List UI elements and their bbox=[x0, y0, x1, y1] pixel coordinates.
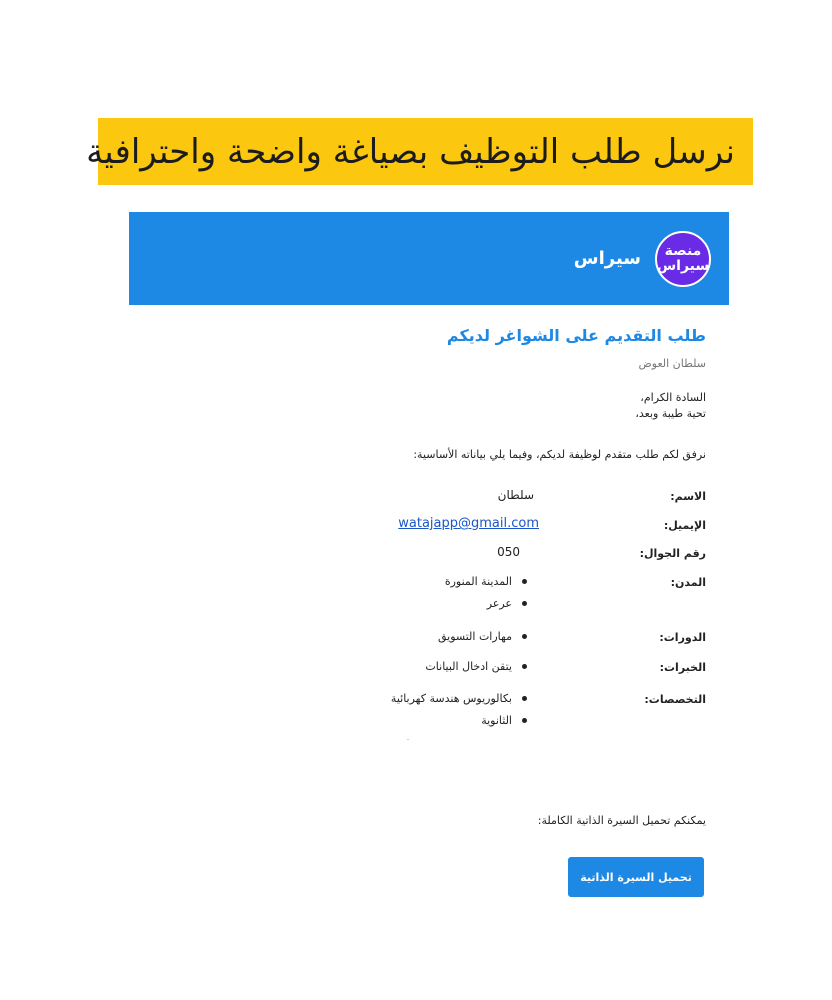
cv-note: يمكنكم تحميل السيرة الذاتية الكاملة: bbox=[537, 814, 706, 827]
email-header bbox=[129, 212, 729, 305]
email-link[interactable]: watajapp@gmail.com bbox=[398, 516, 539, 531]
sender-name: سلطان العوض bbox=[638, 357, 706, 370]
cities-label: المدن: bbox=[670, 576, 706, 589]
experience-label: الخبرات: bbox=[659, 661, 706, 674]
greeting bbox=[635, 390, 706, 422]
specialties-label: التخصصات: bbox=[644, 693, 706, 706]
courses-label: الدورات: bbox=[659, 631, 706, 644]
list-item bbox=[391, 692, 527, 705]
experience-1: يتقن ادخال البيانات bbox=[425, 660, 512, 673]
logo-line-1: منصة bbox=[664, 242, 702, 259]
name-label: الاسم: bbox=[670, 490, 706, 503]
specialty-2: الثانوية bbox=[481, 714, 512, 727]
city-2: عرعر bbox=[486, 597, 512, 610]
greeting-line-1: السادة الكرام، bbox=[640, 391, 706, 404]
brand-logo-icon bbox=[655, 231, 711, 287]
bullet-icon bbox=[522, 696, 527, 701]
logo-line-2: سيراس bbox=[656, 257, 710, 274]
intro-text: نرفق لكم طلب متقدم لوظيفة لديكم، وفيما يلي بياناته الأساسية: bbox=[413, 448, 706, 461]
bullet-icon bbox=[522, 579, 527, 584]
list-item bbox=[438, 630, 527, 643]
bullet-icon bbox=[522, 664, 527, 669]
greeting-line-2: تحية طيبة وبعد، bbox=[635, 407, 706, 420]
list-item bbox=[445, 575, 527, 588]
email-title: طلب التقديم على الشواغر لديكم bbox=[446, 326, 706, 345]
divider bbox=[407, 739, 409, 740]
phone-value: 050 bbox=[497, 545, 520, 559]
list-item bbox=[425, 660, 527, 673]
headline-text: نرسل طلب التوظيف بصياغة واضحة واحترافية bbox=[86, 131, 735, 172]
download-cv-button[interactable]: تحميل السيرة الذاتية bbox=[568, 857, 704, 897]
list-item bbox=[487, 597, 527, 610]
bullet-icon bbox=[522, 601, 527, 606]
phone-label: رقم الجوال: bbox=[639, 547, 706, 560]
city-1: المدينة المنورة bbox=[444, 575, 512, 588]
list-item bbox=[481, 714, 527, 727]
headline-banner bbox=[86, 118, 753, 185]
bullet-icon bbox=[522, 634, 527, 639]
name-value: سلطان bbox=[497, 488, 534, 502]
course-1: مهارات التسويق bbox=[438, 630, 512, 643]
specialty-1: بكالوريوس هندسة كهربائية bbox=[390, 692, 512, 705]
brand-name: سيراس bbox=[573, 248, 641, 269]
bullet-icon bbox=[522, 718, 527, 723]
email-label: الإيميل: bbox=[663, 519, 706, 532]
